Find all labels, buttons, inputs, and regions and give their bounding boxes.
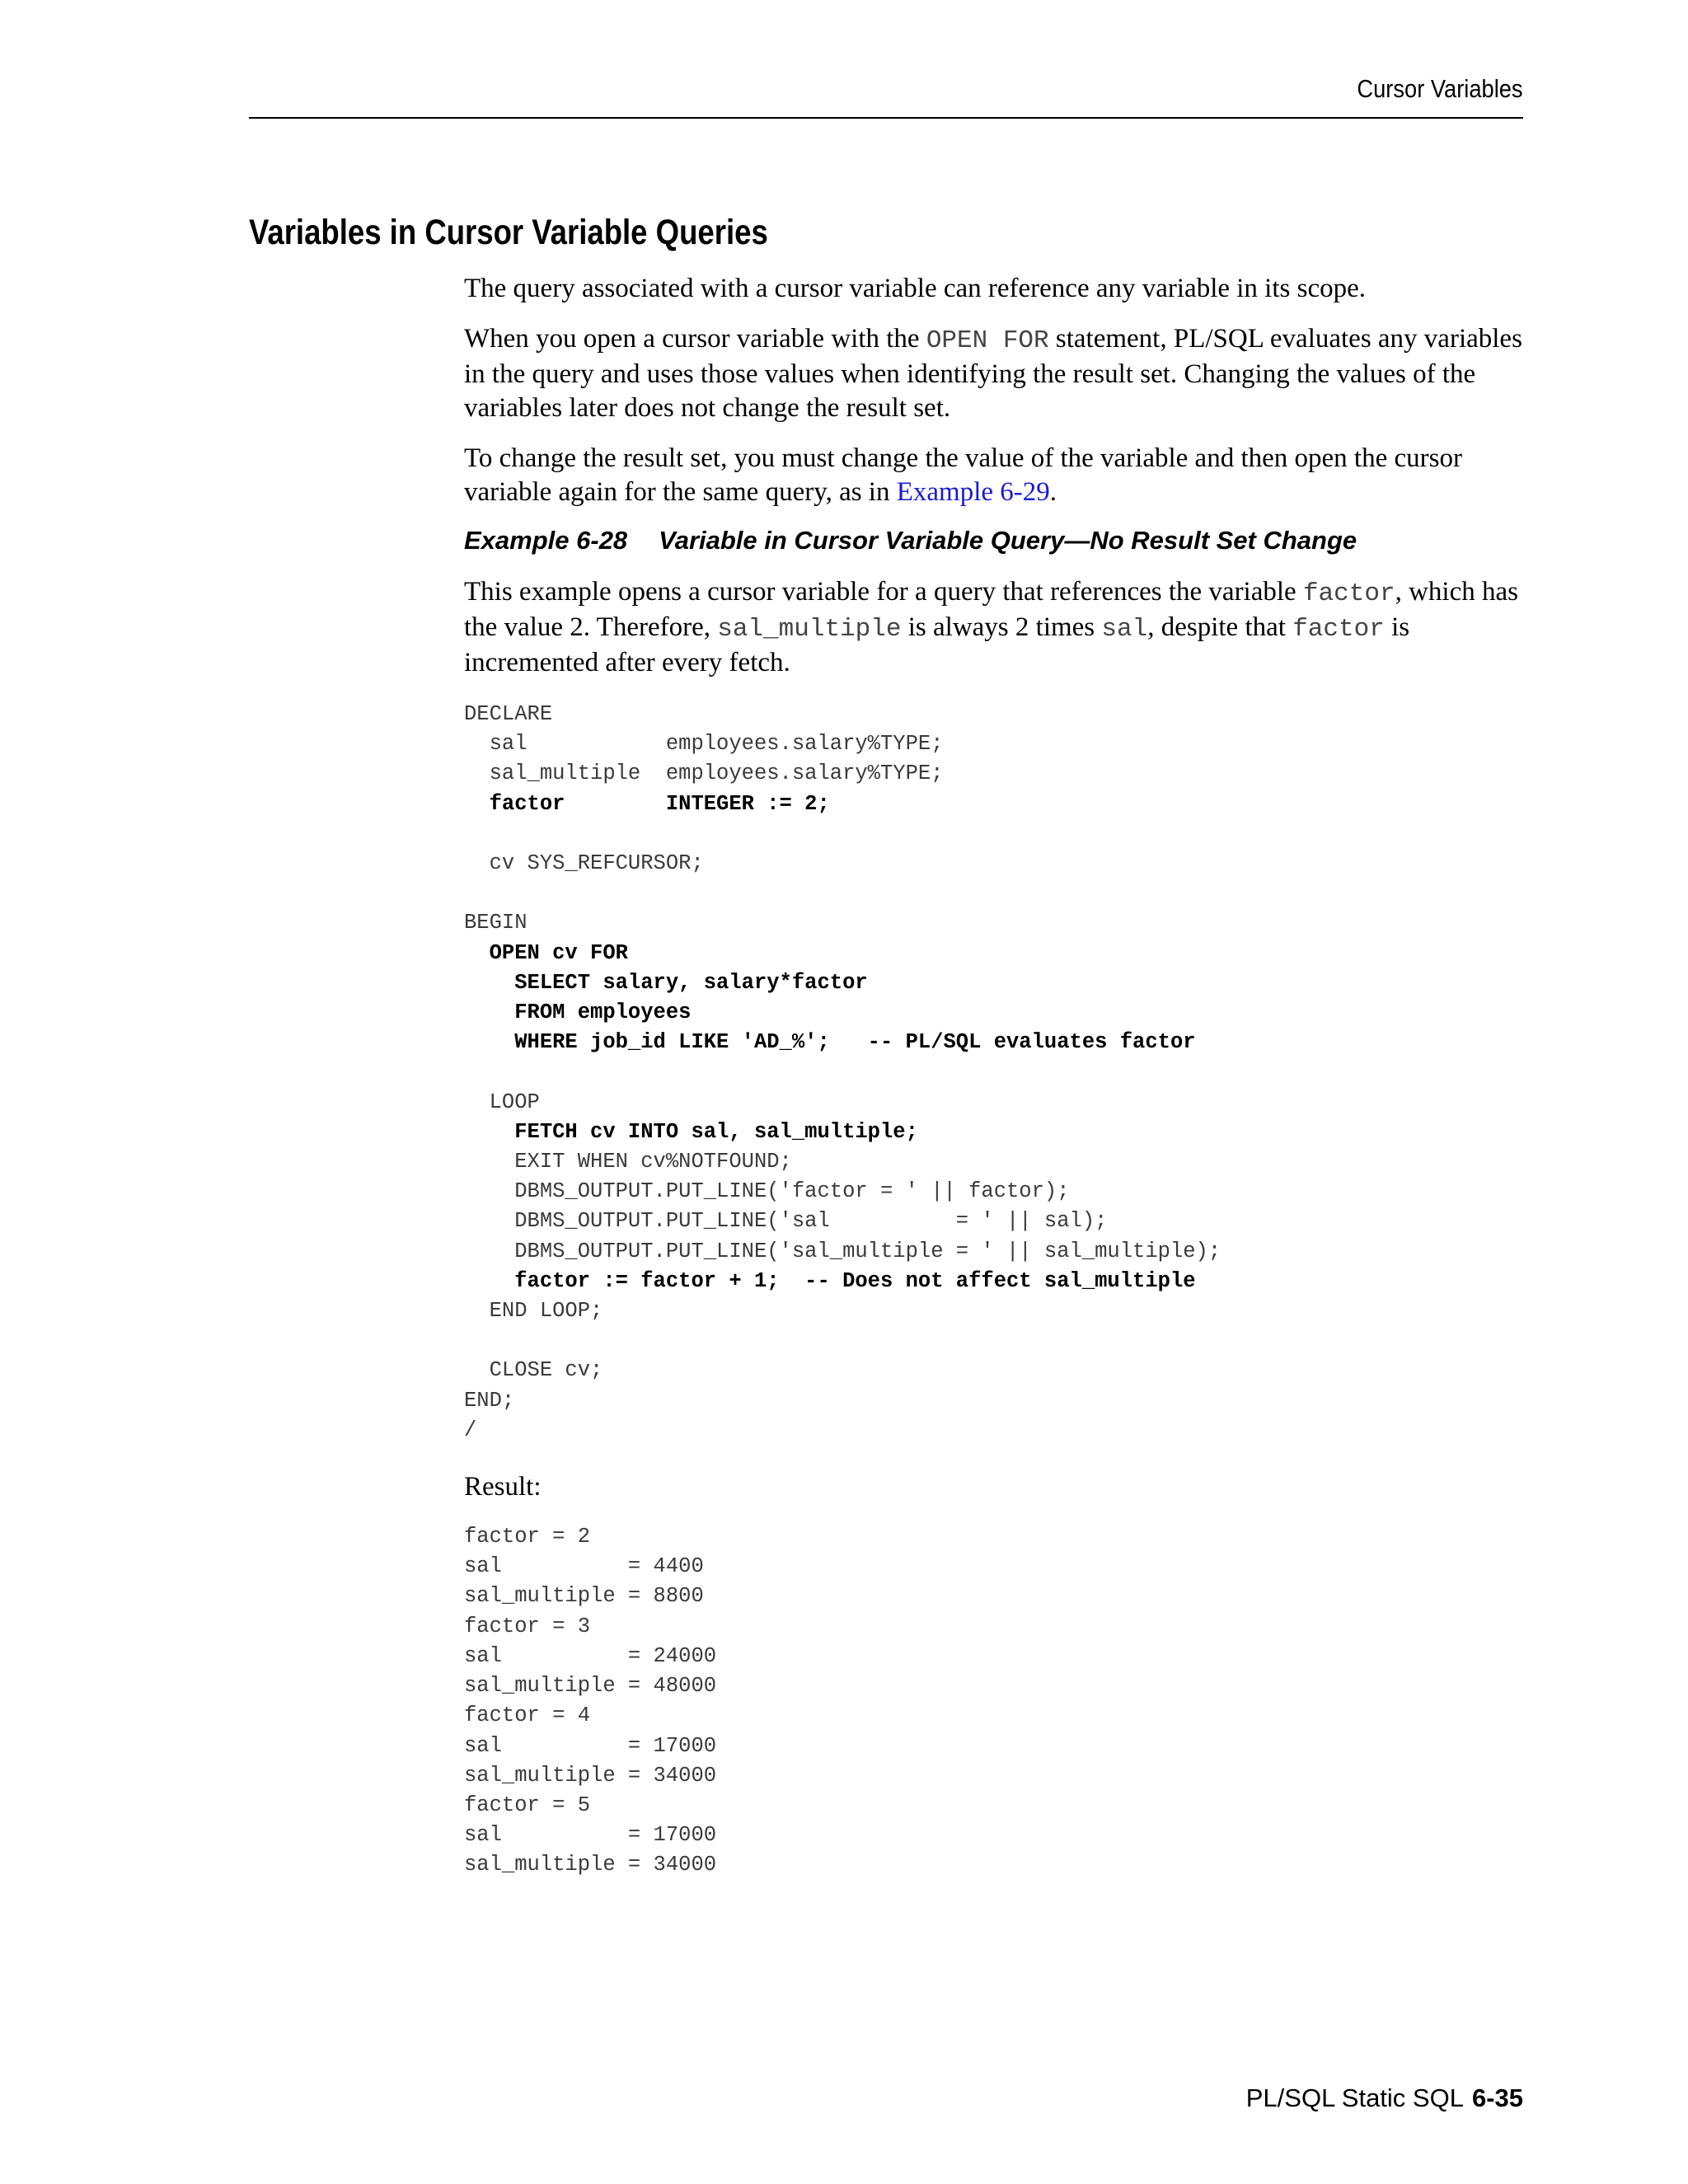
paragraph-text: When you open a cursor variable with the xyxy=(464,324,926,354)
code-line: CLOSE cv; xyxy=(464,1358,603,1383)
output-line: sal = 17000 xyxy=(464,1733,717,1758)
code-line: sal employees.salary%TYPE; xyxy=(464,732,944,757)
output-line: sal_multiple = 34000 xyxy=(464,1853,717,1877)
paragraph-text: , which has the value 2. Therefore, xyxy=(464,577,1518,642)
code-line: EXIT WHEN cv%NOTFOUND; xyxy=(464,1150,792,1174)
example-description xyxy=(464,575,1527,680)
code-line: DBMS_OUTPUT.PUT_LINE('factor = ' || factor); xyxy=(464,1179,1070,1204)
page-footer xyxy=(1246,2083,1523,2113)
inline-code: sal_multiple xyxy=(717,615,902,644)
result-label: Result: xyxy=(464,1472,542,1502)
output-line: sal_multiple = 48000 xyxy=(464,1674,717,1699)
code-line: DECLARE xyxy=(464,702,553,726)
header-rule xyxy=(249,117,1523,119)
section-title: Variables in Cursor Variable Queries xyxy=(249,213,768,252)
paragraph-text: To change the result set, you must change the value of the variable and then open the cursor variable again for the same query, as in xyxy=(464,443,1462,507)
paragraph-text: is incremented after every fetch. xyxy=(464,612,1410,677)
example-6-29-link[interactable]: Example 6-29 xyxy=(896,477,1050,507)
code-line: END LOOP; xyxy=(464,1299,603,1324)
example-number: Example 6-28 xyxy=(464,526,628,555)
code-line: OPEN cv FOR xyxy=(464,940,628,965)
example-title xyxy=(464,526,1527,555)
code-line: FROM employees xyxy=(464,1001,692,1025)
output-line: sal = 4400 xyxy=(464,1554,704,1579)
output-line: sal = 24000 xyxy=(464,1643,717,1668)
paragraph-text: , despite that xyxy=(1147,612,1293,642)
page-number: 6-35 xyxy=(1471,2083,1523,2112)
output-line: sal_multiple = 8800 xyxy=(464,1584,704,1609)
code-line: END; xyxy=(464,1388,515,1413)
code-line: sal_multiple employees.salary%TYPE; xyxy=(464,762,944,786)
output-line: sal = 17000 xyxy=(464,1823,717,1848)
code-line: BEGIN xyxy=(464,911,528,935)
output-line: factor = 2 xyxy=(464,1525,591,1549)
code-line: LOOP xyxy=(464,1090,540,1114)
inline-code: sal xyxy=(1101,615,1148,644)
output-line: factor = 3 xyxy=(464,1614,591,1638)
code-line: cv SYS_REFCURSOR; xyxy=(464,851,704,876)
main-content xyxy=(464,272,1527,1881)
running-header: Cursor Variables xyxy=(1357,74,1523,103)
paragraph-change-result xyxy=(464,442,1527,509)
code-line: factor := factor + 1; -- Does not affect sal_multiple xyxy=(464,1268,1196,1293)
output-line: sal_multiple = 34000 xyxy=(464,1763,717,1788)
paragraph-text: statement, PL/SQL evaluates any variables in the query and uses those values when identifying the result set. Changing the values of the variables later does not change the result set. xyxy=(464,324,1522,423)
footer-book-title: PL/SQL Static SQL xyxy=(1245,2083,1464,2112)
inline-code: OPEN FOR xyxy=(926,326,1049,355)
paragraph-open-for xyxy=(464,322,1527,425)
paragraph-intro: The query associated with a cursor variable can reference any variable in its scope. xyxy=(464,274,1366,303)
inline-code: factor xyxy=(1302,579,1395,608)
output-block xyxy=(464,1522,1527,1880)
code-line: factor INTEGER := 2; xyxy=(464,791,830,816)
paragraph-text: This example opens a cursor variable for a query that references the variable xyxy=(464,577,1303,607)
code-block xyxy=(464,700,1527,1446)
code-line: FETCH cv INTO sal, sal_multiple; xyxy=(464,1119,918,1144)
example-caption: Variable in Cursor Variable Query—No Result Set Change xyxy=(659,526,1357,555)
paragraph-text: . xyxy=(1049,477,1057,507)
inline-code: factor xyxy=(1292,615,1385,644)
code-line: WHERE job_id LIKE 'AD_%'; -- PL/SQL evaluates factor xyxy=(464,1030,1196,1055)
code-line: SELECT salary, salary*factor xyxy=(464,970,868,995)
output-line: factor = 5 xyxy=(464,1793,591,1817)
code-line: DBMS_OUTPUT.PUT_LINE('sal = ' || sal); xyxy=(464,1209,1108,1234)
code-line: / xyxy=(464,1418,477,1442)
output-line: factor = 4 xyxy=(464,1704,591,1728)
paragraph-text: is always 2 times xyxy=(901,612,1102,642)
code-line: DBMS_OUTPUT.PUT_LINE('sal_multiple = ' || sal_multiple); xyxy=(464,1239,1221,1263)
